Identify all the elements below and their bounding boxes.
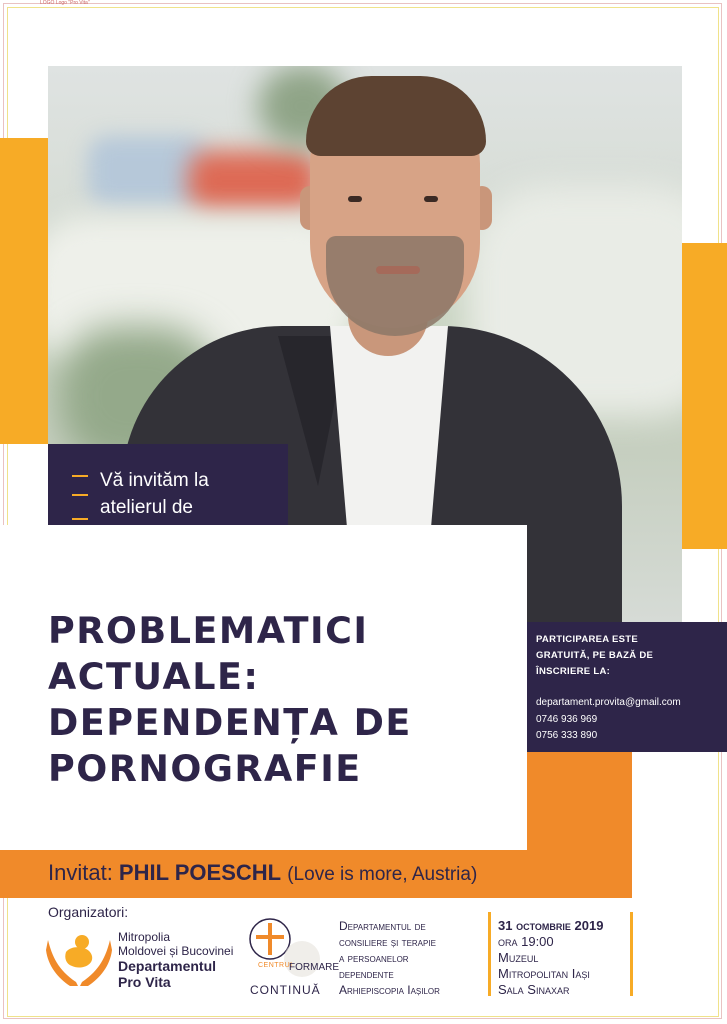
- event-place-1: Muzeul: [498, 950, 539, 965]
- contact-email[interactable]: departament.provita@gmail.com: [536, 697, 681, 708]
- invite-line-2: atelierul de: [100, 496, 193, 518]
- mitropolia-line-2: Moldovei și Bucovinei: [118, 944, 234, 958]
- department-line-3: a persoanelor: [339, 951, 409, 965]
- guest-affiliation: (Love is more, Austria): [287, 864, 478, 885]
- cfc-word-1: CENTRUL: [258, 962, 295, 969]
- organizers-label: Organizatori:: [48, 904, 129, 920]
- title-line-1: PROBLEMATICI: [48, 609, 369, 652]
- mitropolia-block: [118, 930, 248, 990]
- title-line-4: PORNOGRAFIE: [48, 747, 362, 790]
- department-line-2: consiliere și terapie: [339, 935, 436, 949]
- guest-line: [48, 860, 477, 886]
- event-time: ora 19:00: [498, 934, 554, 949]
- divider-right: [630, 912, 633, 996]
- title-line-3: DEPENDENȚA DE: [48, 701, 412, 744]
- mitropolia-line-3: Departamentul: [118, 958, 217, 974]
- event-date: 31 octombrie 2019: [498, 918, 604, 933]
- department-line-5: Arhiepiscopia Iașilor: [339, 983, 440, 997]
- orange-block-title-right: [527, 752, 632, 850]
- event-details: [498, 918, 630, 998]
- header-note: LOGO Logo "Pro Vita": [40, 0, 90, 6]
- registration-line-2: GRATUITĂ, PE BAZĂ DE: [536, 650, 654, 661]
- registration-contacts: [536, 695, 722, 745]
- department-line-4: dependente: [339, 967, 394, 981]
- cfc-word-3: CONTINUĂ: [250, 983, 321, 997]
- orange-bar-left: [0, 138, 48, 444]
- department-line-1: Departamentul de: [339, 919, 426, 933]
- department-block: [339, 918, 485, 998]
- contact-phone-2[interactable]: 0756 333 890: [536, 730, 598, 741]
- event-place-3: Sala Sinaxar: [498, 982, 570, 997]
- event-place-2: Mitropolitan Iași: [498, 966, 590, 981]
- invite-line-1: Vă invităm la: [100, 470, 209, 491]
- workshop-title: [48, 608, 412, 792]
- mitropolia-line-4: Pro Vita: [118, 974, 171, 990]
- title-line-2: ACTUALE:: [48, 655, 260, 698]
- contact-phone-1[interactable]: 0746 936 969: [536, 713, 598, 725]
- registration-line-3: ÎNSCRIERE LA:: [536, 666, 611, 677]
- registration-line-1: PARTICIPAREA ESTE: [536, 634, 639, 645]
- mitropolia-line-1: Mitropolia: [118, 930, 171, 944]
- guest-prefix: Invitat:: [48, 860, 119, 885]
- orange-bar-right: [682, 243, 727, 549]
- divider-left: [488, 912, 491, 996]
- cfc-word-2: FORMARE: [289, 962, 339, 973]
- registration-heading: [536, 632, 722, 680]
- pro-vita-hands-logo: [44, 930, 114, 988]
- shirt: [330, 326, 448, 536]
- hair: [306, 76, 486, 156]
- guest-name: PHIL POESCHL: [118, 860, 282, 885]
